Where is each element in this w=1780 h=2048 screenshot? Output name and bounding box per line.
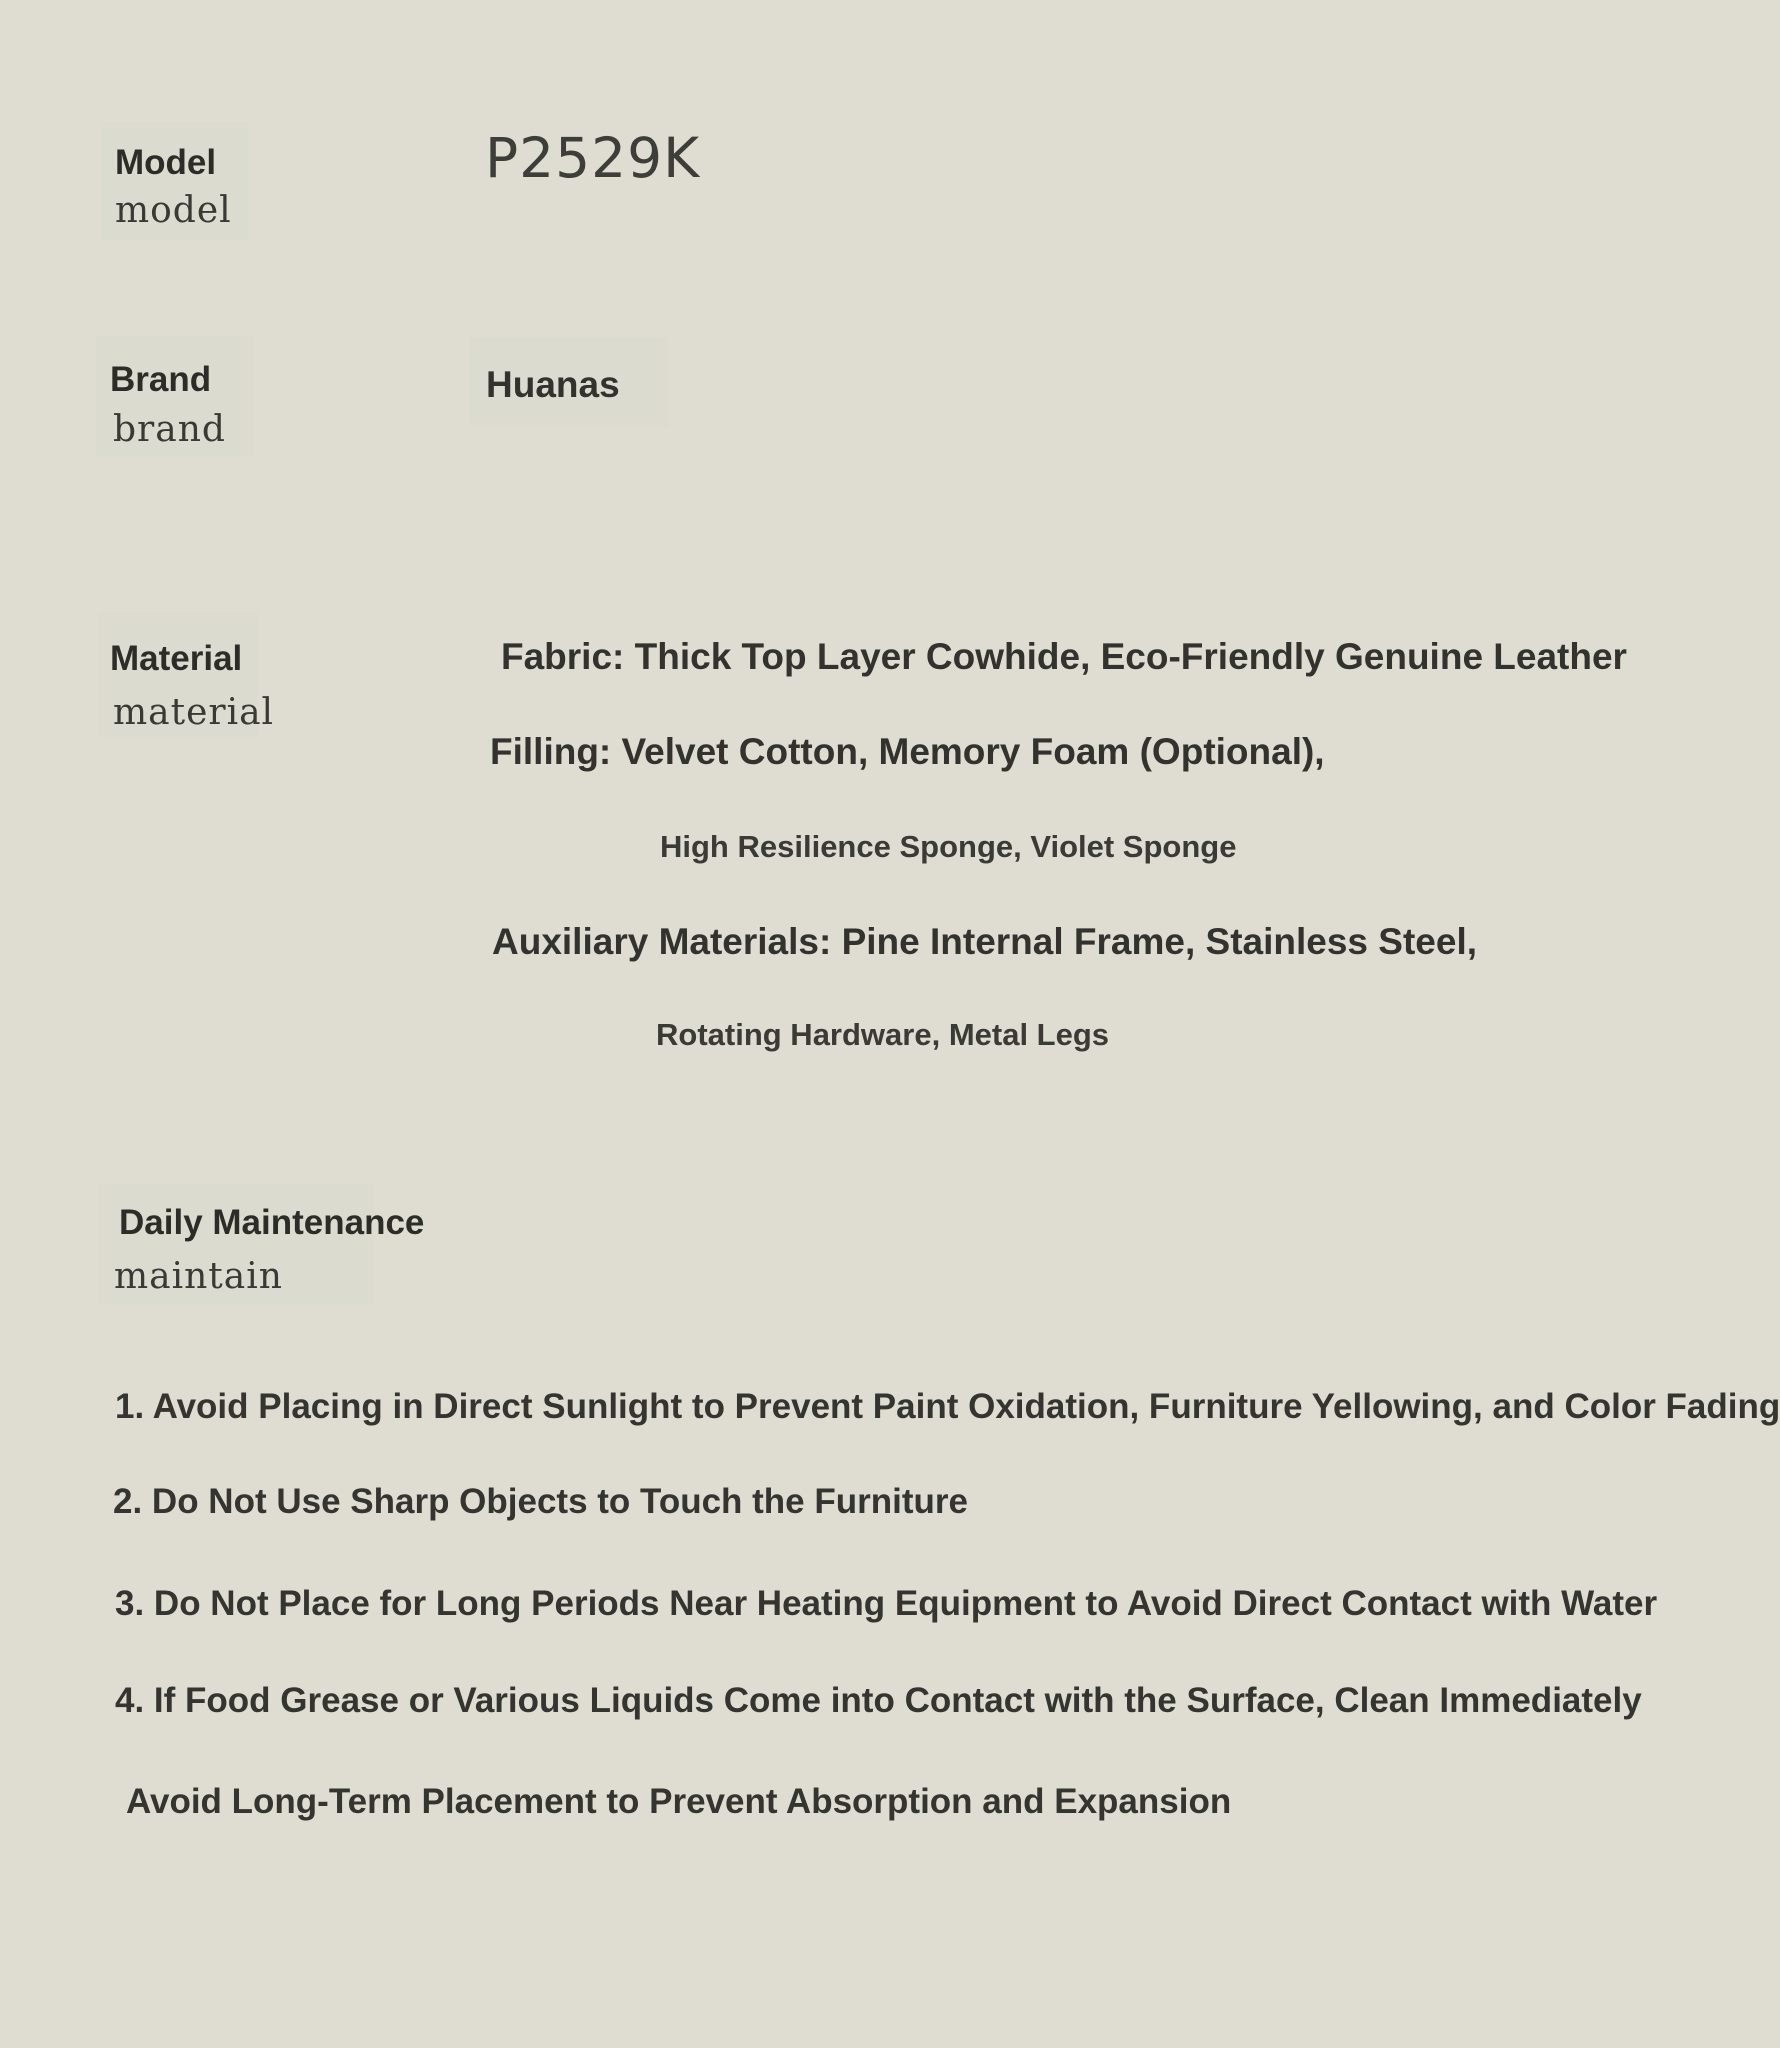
material-line-filling: Filling: Velvet Cotton, Memory Foam (Optional), [490, 731, 1325, 772]
material-label: Material [110, 639, 243, 678]
brand-sub-label: brand [113, 409, 226, 450]
maintenance-sub-label: maintain [114, 1256, 283, 1297]
material-line-filling-cont: High Resilience Sponge, Violet Sponge [660, 829, 1237, 864]
brand-label: Brand [110, 360, 212, 399]
model-sub-label: model [115, 190, 232, 231]
maintenance-item-2: 2. Do Not Use Sharp Objects to Touch the Furniture [113, 1482, 968, 1521]
brand-value: Huanas [486, 364, 620, 405]
maintenance-item-1: 1. Avoid Placing in Direct Sunlight to Prevent Paint Oxidation, Furniture Yellowing, and Color Fading [115, 1387, 1780, 1426]
maintenance-item-3: 3. Do Not Place for Long Periods Near Heating Equipment to Avoid Direct Contact with Water [115, 1584, 1658, 1623]
model-label: Model [115, 143, 217, 182]
material-line-auxiliary-cont: Rotating Hardware, Metal Legs [656, 1017, 1110, 1052]
material-sub-label: material [113, 692, 275, 733]
model-value: P2529K [485, 126, 701, 190]
material-line-fabric: Fabric: Thick Top Layer Cowhide, Eco-Friendly Genuine Leather [501, 636, 1627, 677]
maintenance-label: Daily Maintenance [119, 1203, 425, 1242]
maintenance-item-4: 4. If Food Grease or Various Liquids Come into Contact with the Surface, Clean Immediately [115, 1681, 1642, 1720]
material-line-auxiliary: Auxiliary Materials: Pine Internal Frame, Stainless Steel, [492, 921, 1477, 962]
maintenance-item-4-cont: Avoid Long-Term Placement to Prevent Absorption and Expansion [126, 1782, 1232, 1821]
